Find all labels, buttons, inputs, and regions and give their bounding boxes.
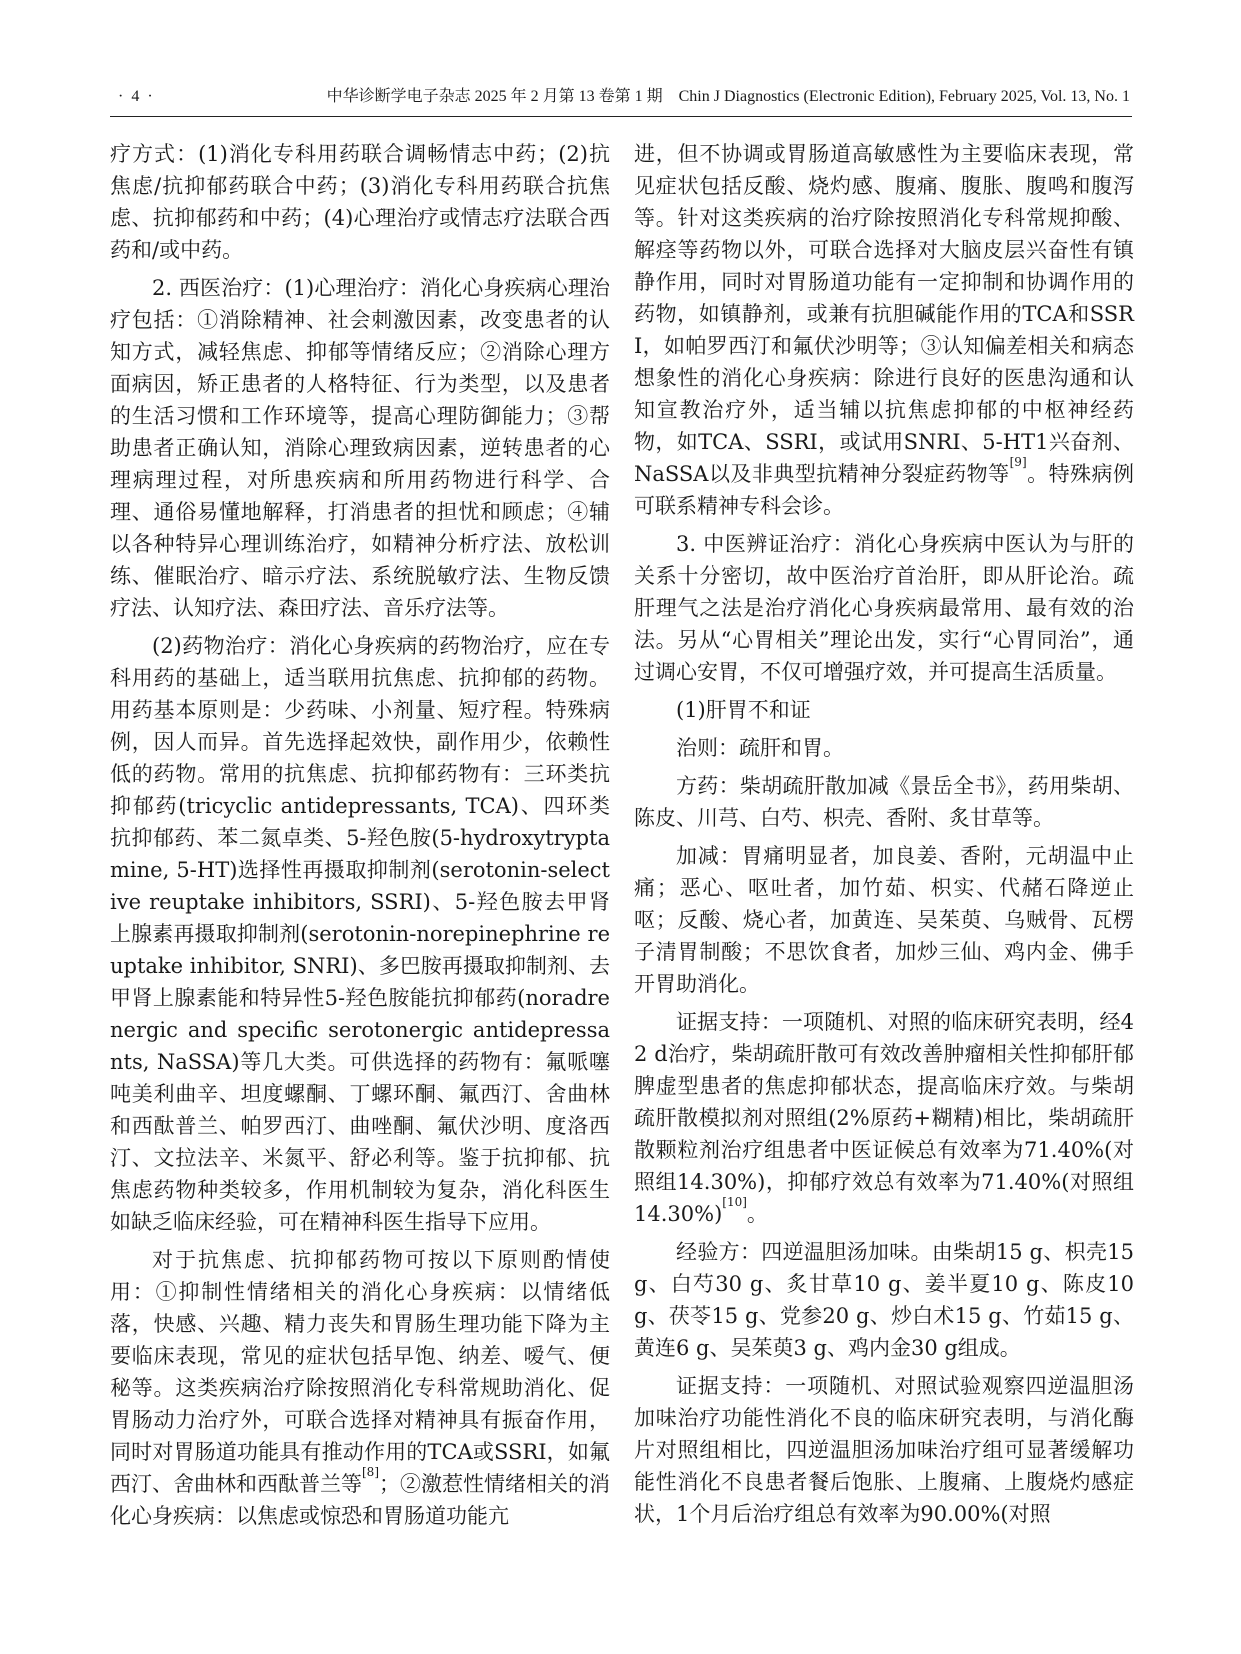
paragraph <box>634 138 1134 522</box>
paragraph: 3. 中医辨证治疗：消化心身疾病中医认为与肝的关系十分密切，故中医治疗首治肝，即从肝论治。疏肝理气之法是治疗消化心身疾病最常用、最有效的治法。另从“心胃相关”理论出发，实行“心胃同治”，通过调心安胃，不仅可增强疗效，并可提高生活质量。 <box>634 532 1134 684</box>
citation-ref: [9] <box>1009 455 1027 469</box>
paragraph: 2. 西医治疗：(1)心理治疗：消化心身疾病心理治疗包括：①消除精神、社会刺激因素，改变患者的认知方式，减轻焦虑、抑郁等情绪反应；②消除心理方面病因，矫正患者的人格特征、行为类型，以及患者的生活习惯和工作环境等，提高心理防御能力；③帮助患者正确认知，消除心理致病因素，逆转患者的心理病理过程，对所患疾病和所用药物进行科学、合理、通俗易懂地解释，打消患者的担忧和顾虑；④辅以各种特异心理训练治疗，如精神分析疗法、放松训练、催眠治疗、暗示疗法、系统脱敏疗法、生物反馈疗法、认知疗法、森田疗法、音乐疗法等。 <box>110 276 610 620</box>
paragraph: 治则：疏肝和胃。 <box>676 736 844 760</box>
page-number: · 4 · <box>118 88 155 105</box>
paragraph-text: 证据支持：一项随机、对照的临床研究表明，经42 d治疗，柴胡疏肝散可有效改善肿瘤相关性抑郁肝郁脾虚型患者的焦虑抑郁状态，提高临床疗效。与柴胡疏肝散模拟剂对照组(2%原药+糊精)相比，柴胡疏肝散颗粒剂治疗组患者中医证候总有效率为71.40%(对照组14.30%)，抑郁疗效总有效率为71.40%(对照组14.30%) <box>634 1010 1134 1226</box>
paragraph: 方药：柴胡疏肝散加减《景岳全书》，药用柴胡、陈皮、川芎、白芍、枳壳、香附、炙甘草等。 <box>634 774 1134 830</box>
paragraph: 经验方：四逆温胆汤加味。由柴胡15 g、枳壳15 g、白芍30 g、炙甘草10 g、姜半夏10 g、陈皮10 g、茯苓15 g、党参20 g、炒白术15 g、竹茹15 g、黄连6 g、吴茱萸3 g、鸡内金30 g组成。 <box>634 1240 1134 1360</box>
header-rule <box>110 116 1132 117</box>
paragraph-text: 对于抗焦虑、抗抑郁药物可按以下原则酌情使用：①抑制性情绪相关的消化心身疾病：以情绪低落，快感、兴趣、精力丧失和胃肠生理功能下降为主要临床表现，常见的症状包括早饱、纳差、嗳气、便秘等。这类疾病治疗除按照消化专科常规助消化、促胃肠动力治疗外，可联合选择对精神具有振奋作用，同时对胃肠道功能具有推动作用的TCA或SSRI，如氟西汀、舍曲林和西酞普兰等 <box>110 1248 610 1496</box>
paragraph-text: ；②激惹性情绪相关的消化心身疾病：以焦虑或惊恐和胃肠道功能亢 <box>110 1472 610 1528</box>
citation-ref: [10] <box>722 1195 747 1209</box>
paragraph: (2)药物治疗：消化心身疾病的药物治疗，应在专科用药的基础上，适当联用抗焦虑、抗抑郁的药物。用药基本原则是：少药味、小剂量、短疗程。特殊病例，因人而异。首先选择起效快，副作用少，依赖性低的药物。常用的抗焦虑、抗抑郁药物有：三环类抗抑郁药(tricyclic antidepressants, TCA)、四环类抗抑郁药、苯二氮卓类、5-羟色胺(5-hydroxytryptamine, 5-HT)选择性再摄取抑制剂(serotonin-selective reuptake inhibitors, SSRI)、5-羟色胺去甲肾上腺素再摄取抑制剂(serotonin-norepinephrine reuptake inhibitor, SNRI)、多巴胺再摄取抑制剂、去甲肾上腺素能和特异性5-羟色胺能抗抑郁药(noradrenergic and specific serotonergic antidepressants, NaSSA)等几大类。可供选择的药物有：氟哌噻吨美利曲辛、坦度螺酮、丁螺环酮、氟西汀、舍曲林和西酞普兰、帕罗西汀、曲唑酮、氟伏沙明、度洛西汀、文拉法辛、米氮平、舒必利等。鉴于抗抑郁、抗焦虑药物种类较多，作用机制较为复杂，消化科医生如缺乏临床经验，可在精神科医生指导下应用。 <box>110 634 610 1234</box>
subheading: (1)肝胃不和证 <box>676 698 811 722</box>
paragraph: 证据支持：一项随机、对照试验观察四逆温胆汤加味治疗功能性消化不良的临床研究表明，与消化酶片对照组相比，四逆温胆汤加味治疗组可显著缓解功能性消化不良患者餐后饱胀、上腹痛、上腹烧灼感症状，1个月后治疗组总有效率为90.00%(对照 <box>634 1374 1134 1526</box>
running-header <box>118 84 1130 110</box>
paragraph-text: 。 <box>746 1202 768 1226</box>
paragraph-text: 。特殊病例可联系精神专科会诊。 <box>634 462 1135 518</box>
paragraph <box>110 1244 610 1532</box>
paragraph <box>634 1006 1134 1230</box>
right-column <box>634 138 1134 1530</box>
paragraph: 加减：胃痛明显者，加良姜、香附，元胡温中止痛；恶心、呕吐者，加竹茹、枳实、代赭石降逆止呕；反酸、烧心者，加黄连、吴茱萸、乌贼骨、瓦楞子清胃制酸；不思饮食者，加炒三仙、鸡内金、佛手开胃助消化。 <box>634 844 1134 996</box>
left-column <box>110 138 610 1532</box>
paragraph: 疗方式：(1)消化专科用药联合调畅情志中药；(2)抗焦虑/抗抑郁药联合中药；(3)消化专科用药联合抗焦虑、抗抑郁药和中药；(4)心理治疗或情志疗法联合西药和/或中药。 <box>110 142 610 262</box>
citation-ref: [8] <box>362 1465 379 1479</box>
paragraph-text: 进，但不协调或胃肠道高敏感性为主要临床表现，常见症状包括反酸、烧灼感、腹痛、腹胀、腹鸣和腹泻等。针对这类疾病的治疗除按照消化专科常规抑酸、解痉等药物以外，可联合选择对大脑皮层兴奋性有镇静作用，同时对胃肠道功能有一定抑制和协调作用的药物，如镇静剂，或兼有抗胆碱能作用的TCA和SSRI，如帕罗西汀和氟伏沙明等；③认知偏差相关和病态想象性的消化心身疾病：除进行良好的医患沟通和认知宣教治疗外，适当辅以抗焦虑抑郁的中枢神经药物，如TCA、SSRI，或试用SNRI、5-HT1兴奋剂、NaSSA以及非典型抗精神分裂症药物等 <box>634 142 1134 486</box>
journal-citation: 中华诊断学电子杂志 2025 年 2 月第 13 卷第 1 期 Chin J Diagnostics (Electronic Edition), February 2025, Vol. 13, No. 1 <box>326 88 1130 105</box>
